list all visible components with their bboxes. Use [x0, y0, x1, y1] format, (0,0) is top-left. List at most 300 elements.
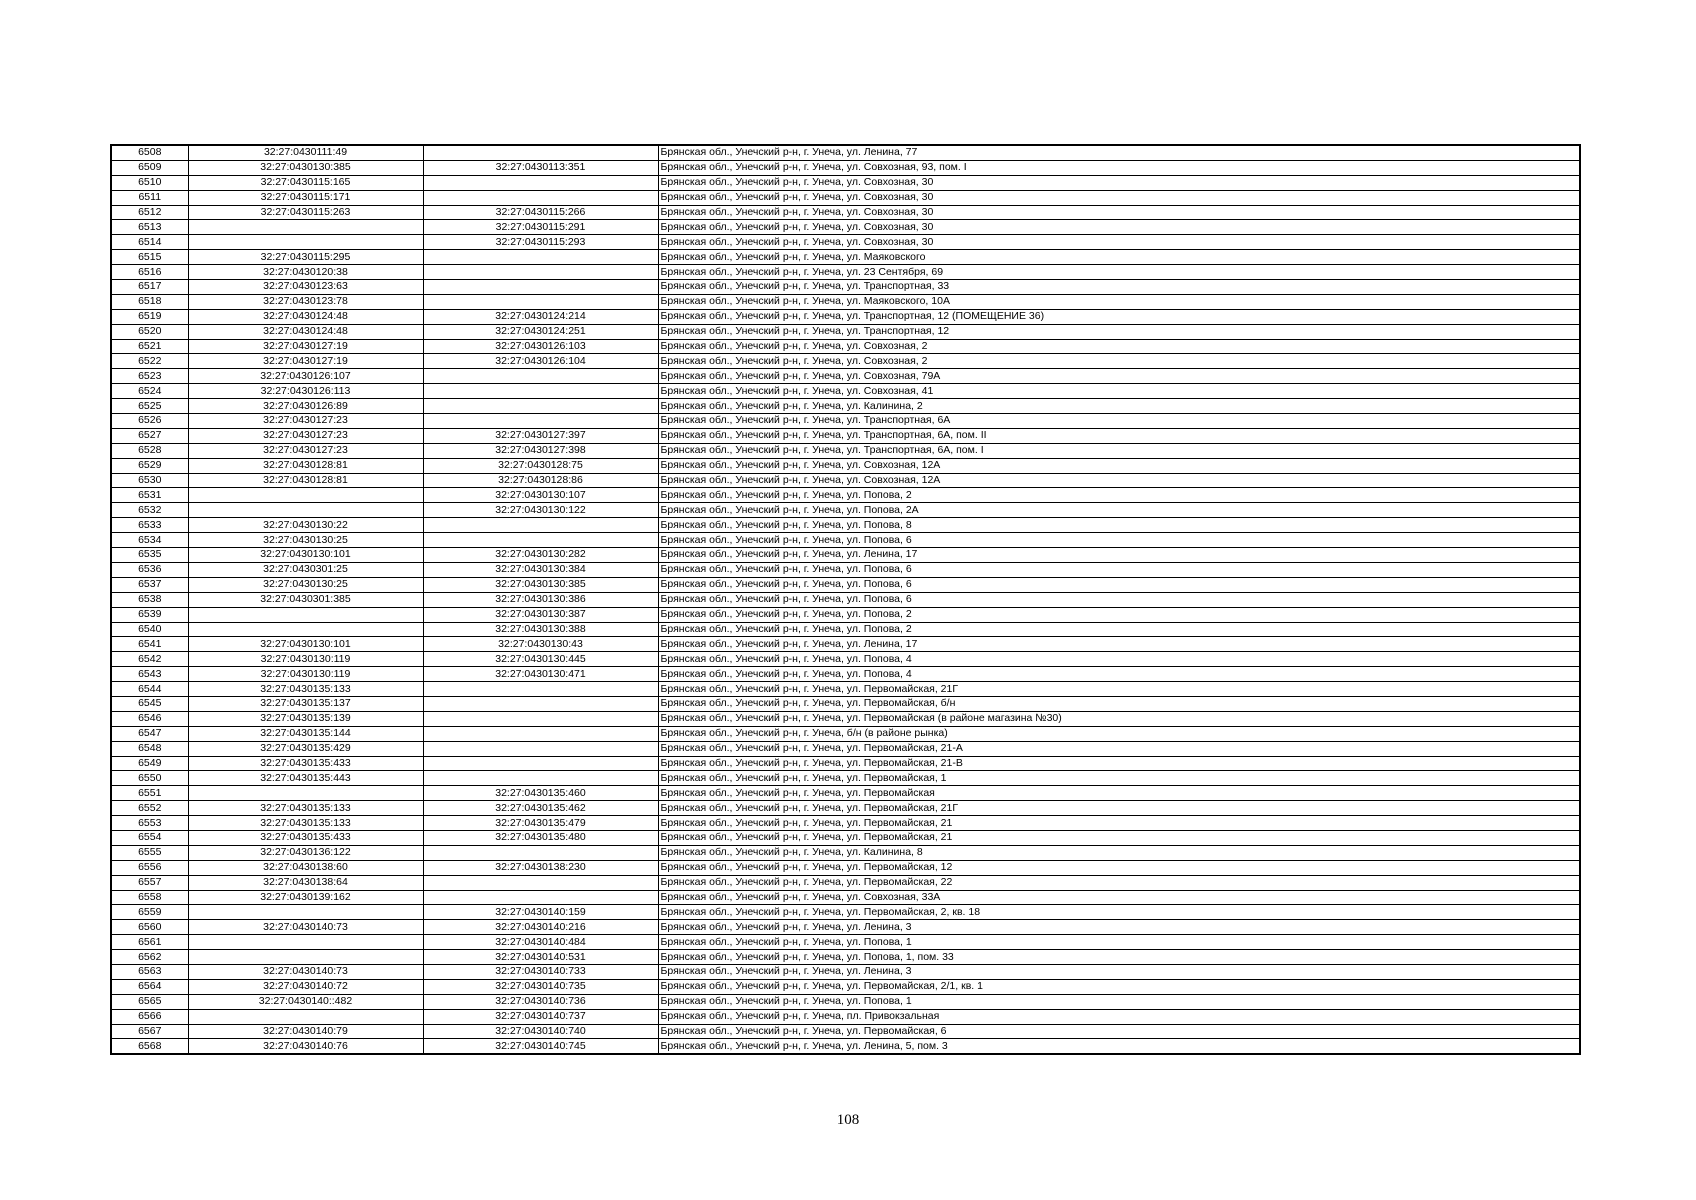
table-row [111, 741, 1580, 756]
address-cell: Брянская обл., Унечский р-н, г. Унеча, ул. Первомайская, б/н [658, 696, 1580, 711]
object-cadastral-number-cell [423, 756, 658, 771]
table-row [111, 816, 1580, 831]
row-number-cell: 6552 [111, 801, 188, 816]
cadastral-number-cell: 32:27:0430127:19 [188, 354, 423, 369]
registry-table-body [111, 145, 1580, 1054]
table-row [111, 964, 1580, 979]
table-row [111, 220, 1580, 235]
object-cadastral-number-cell [423, 682, 658, 697]
table-row [111, 548, 1580, 563]
row-number-cell: 6519 [111, 309, 188, 324]
address-cell: Брянская обл., Унечский р-н, г. Унеча, ул. Попова, 2 [658, 607, 1580, 622]
cadastral-number-cell [188, 622, 423, 637]
row-number-cell: 6553 [111, 816, 188, 831]
table-row [111, 369, 1580, 384]
cadastral-number-cell: 32:27:0430135:443 [188, 771, 423, 786]
cadastral-number-cell: 32:27:0430140:76 [188, 1039, 423, 1054]
address-cell: Брянская обл., Унечский р-н, г. Унеча, ул. Совхозная, 93, пом. I [658, 160, 1580, 175]
row-number-cell: 6548 [111, 741, 188, 756]
cadastral-number-cell: 32:27:0430120:38 [188, 265, 423, 280]
row-number-cell: 6514 [111, 235, 188, 250]
object-cadastral-number-cell: 32:27:0430115:293 [423, 235, 658, 250]
table-row [111, 756, 1580, 771]
row-number-cell: 6529 [111, 458, 188, 473]
address-cell: Брянская обл., Унечский р-н, г. Унеча, ул. Первомайская [658, 786, 1580, 801]
table-row [111, 458, 1580, 473]
object-cadastral-number-cell [423, 518, 658, 533]
object-cadastral-number-cell: 32:27:0430130:387 [423, 607, 658, 622]
row-number-cell: 6549 [111, 756, 188, 771]
cadastral-number-cell: 32:27:0430127:23 [188, 428, 423, 443]
row-number-cell: 6539 [111, 607, 188, 622]
table-row [111, 786, 1580, 801]
row-number-cell: 6541 [111, 637, 188, 652]
table-row [111, 801, 1580, 816]
address-cell: Брянская обл., Унечский р-н, г. Унеча, ул. Ленина, 3 [658, 920, 1580, 935]
address-cell: Брянская обл., Унечский р-н, г. Унеча, ул. Совхозная, 30 [658, 190, 1580, 205]
cadastral-number-cell: 32:27:0430115:295 [188, 250, 423, 265]
address-cell: Брянская обл., Унечский р-н, г. Унеча, ул. Ленина, 17 [658, 637, 1580, 652]
row-number-cell: 6511 [111, 190, 188, 205]
table-row [111, 979, 1580, 994]
row-number-cell: 6524 [111, 384, 188, 399]
address-cell: Брянская обл., Унечский р-н, г. Унеча, ул. Первомайская, 2, кв. 18 [658, 905, 1580, 920]
cadastral-number-cell [188, 950, 423, 965]
table-row [111, 1024, 1580, 1039]
table-row [111, 1039, 1580, 1054]
row-number-cell: 6513 [111, 220, 188, 235]
table-row [111, 935, 1580, 950]
object-cadastral-number-cell: 32:27:0430128:86 [423, 473, 658, 488]
row-number-cell: 6544 [111, 682, 188, 697]
address-cell: Брянская обл., Унечский р-н, г. Унеча, ул. Первомайская (в районе магазина №30) [658, 711, 1580, 726]
row-number-cell: 6560 [111, 920, 188, 935]
object-cadastral-number-cell: 32:27:0430130:385 [423, 577, 658, 592]
object-cadastral-number-cell: 32:27:0430135:479 [423, 816, 658, 831]
object-cadastral-number-cell [423, 711, 658, 726]
row-number-cell: 6528 [111, 443, 188, 458]
address-cell: Брянская обл., Унечский р-н, г. Унеча, ул. Совхозная, 2 [658, 339, 1580, 354]
address-cell: Брянская обл., Унечский р-н, г. Унеча, ул. Маяковского [658, 250, 1580, 265]
cadastral-number-cell: 32:27:0430140:73 [188, 964, 423, 979]
table-row [111, 443, 1580, 458]
object-cadastral-number-cell [423, 399, 658, 414]
object-cadastral-number-cell: 32:27:0430130:43 [423, 637, 658, 652]
row-number-cell: 6555 [111, 845, 188, 860]
table-row [111, 533, 1580, 548]
row-number-cell: 6568 [111, 1039, 188, 1054]
cadastral-number-cell: 32:27:0430115:165 [188, 175, 423, 190]
row-number-cell: 6509 [111, 160, 188, 175]
cadastral-number-cell: 32:27:0430140:73 [188, 920, 423, 935]
object-cadastral-number-cell: 32:27:0430140:159 [423, 905, 658, 920]
cadastral-number-cell: 32:27:0430126:107 [188, 369, 423, 384]
address-cell: Брянская обл., Унечский р-н, г. Унеча, ул. Попова, 4 [658, 667, 1580, 682]
object-cadastral-number-cell: 32:27:0430135:462 [423, 801, 658, 816]
cadastral-number-cell: 32:27:0430130:22 [188, 518, 423, 533]
object-cadastral-number-cell [423, 384, 658, 399]
object-cadastral-number-cell: 32:27:0430140:740 [423, 1024, 658, 1039]
table-row [111, 324, 1580, 339]
row-number-cell: 6546 [111, 711, 188, 726]
address-cell: Брянская обл., Унечский р-н, г. Унеча, пл. Привокзальная [658, 1009, 1580, 1024]
address-cell: Брянская обл., Унечский р-н, г. Унеча, ул. Транспортная, 6А, пом. I [658, 443, 1580, 458]
table-row [111, 875, 1580, 890]
row-number-cell: 6540 [111, 622, 188, 637]
cadastral-number-cell: 32:27:0430128:81 [188, 458, 423, 473]
address-cell: Брянская обл., Унечский р-н, г. Унеча, ул. 23 Сентября, 69 [658, 265, 1580, 280]
cadastral-number-cell: 32:27:0430130:119 [188, 652, 423, 667]
row-number-cell: 6508 [111, 145, 188, 160]
address-cell: Брянская обл., Унечский р-н, г. Унеча, ул. Совхозная, 41 [658, 384, 1580, 399]
object-cadastral-number-cell: 32:27:0430126:103 [423, 339, 658, 354]
table-row [111, 354, 1580, 369]
object-cadastral-number-cell [423, 533, 658, 548]
table-row [111, 488, 1580, 503]
address-cell: Брянская обл., Унечский р-н, г. Унеча, ул. Первомайская, 6 [658, 1024, 1580, 1039]
address-cell: Брянская обл., Унечский р-н, г. Унеча, ул. Первомайская, 21-В [658, 756, 1580, 771]
table-row [111, 428, 1580, 443]
object-cadastral-number-cell: 32:27:0430130:388 [423, 622, 658, 637]
address-cell: Брянская обл., Унечский р-н, г. Унеча, ул. Попова, 6 [658, 533, 1580, 548]
cadastral-number-cell: 32:27:0430130:25 [188, 533, 423, 548]
row-number-cell: 6526 [111, 414, 188, 429]
table-row [111, 160, 1580, 175]
object-cadastral-number-cell [423, 280, 658, 295]
address-cell: Брянская обл., Унечский р-н, г. Унеча, ул. Маяковского, 10А [658, 294, 1580, 309]
cadastral-number-cell: 32:27:0430130:101 [188, 637, 423, 652]
object-cadastral-number-cell: 32:27:0430140:484 [423, 935, 658, 950]
address-cell: Брянская обл., Унечский р-н, г. Унеча, ул. Первомайская, 2/1, кв. 1 [658, 979, 1580, 994]
address-cell: Брянская обл., Унечский р-н, г. Унеча, ул. Первомайская, 1 [658, 771, 1580, 786]
object-cadastral-number-cell [423, 190, 658, 205]
cadastral-number-cell: 32:27:0430124:48 [188, 324, 423, 339]
object-cadastral-number-cell [423, 294, 658, 309]
address-cell: Брянская обл., Унечский р-н, г. Унеча, ул. Первомайская, 21Г [658, 801, 1580, 816]
row-number-cell: 6516 [111, 265, 188, 280]
cadastral-number-cell [188, 503, 423, 518]
table-row [111, 145, 1580, 160]
cadastral-number-cell: 32:27:0430127:19 [188, 339, 423, 354]
table-row [111, 950, 1580, 965]
row-number-cell: 6518 [111, 294, 188, 309]
row-number-cell: 6538 [111, 592, 188, 607]
object-cadastral-number-cell: 32:27:0430138:230 [423, 860, 658, 875]
address-cell: Брянская обл., Унечский р-н, г. Унеча, ул. Попова, 6 [658, 592, 1580, 607]
row-number-cell: 6563 [111, 964, 188, 979]
address-cell: Брянская обл., Унечский р-н, г. Унеча, ул. Калинина, 2 [658, 399, 1580, 414]
row-number-cell: 6531 [111, 488, 188, 503]
address-cell: Брянская обл., Унечский р-н, г. Унеча, ул. Попова, 6 [658, 577, 1580, 592]
row-number-cell: 6527 [111, 428, 188, 443]
object-cadastral-number-cell: 32:27:0430140:216 [423, 920, 658, 935]
row-number-cell: 6565 [111, 994, 188, 1009]
cadastral-number-cell: 32:27:0430130:25 [188, 577, 423, 592]
table-row [111, 890, 1580, 905]
object-cadastral-number-cell [423, 145, 658, 160]
address-cell: Брянская обл., Унечский р-н, г. Унеча, ул. Попова, 1, пом. 33 [658, 950, 1580, 965]
table-row [111, 205, 1580, 220]
object-cadastral-number-cell: 32:27:0430130:384 [423, 562, 658, 577]
table-row [111, 637, 1580, 652]
row-number-cell: 6547 [111, 726, 188, 741]
address-cell: Брянская обл., Унечский р-н, г. Унеча, ул. Совхозная, 30 [658, 175, 1580, 190]
address-cell: Брянская обл., Унечский р-н, г. Унеча, ул. Транспортная, 12 [658, 324, 1580, 339]
cadastral-number-cell [188, 235, 423, 250]
address-cell: Брянская обл., Унечский р-н, г. Унеча, ул. Калинина, 8 [658, 845, 1580, 860]
object-cadastral-number-cell [423, 696, 658, 711]
address-cell: Брянская обл., Унечский р-н, г. Унеча, б/н (в районе рынка) [658, 726, 1580, 741]
table-row [111, 414, 1580, 429]
address-cell: Брянская обл., Унечский р-н, г. Унеча, ул. Ленина, 5, пом. 3 [658, 1039, 1580, 1054]
row-number-cell: 6566 [111, 1009, 188, 1024]
row-number-cell: 6537 [111, 577, 188, 592]
table-row [111, 682, 1580, 697]
table-row [111, 190, 1580, 205]
address-cell: Брянская обл., Унечский р-н, г. Унеча, ул. Совхозная, 30 [658, 235, 1580, 250]
cadastral-number-cell: 32:27:0430135:133 [188, 801, 423, 816]
cadastral-number-cell [188, 905, 423, 920]
object-cadastral-number-cell [423, 369, 658, 384]
cadastral-number-cell: 32:27:0430135:137 [188, 696, 423, 711]
table-row [111, 994, 1580, 1009]
address-cell: Брянская обл., Унечский р-н, г. Унеча, ул. Совхозная, 30 [658, 220, 1580, 235]
table-row [111, 503, 1580, 518]
table-row [111, 920, 1580, 935]
cadastral-number-cell [188, 1009, 423, 1024]
address-cell: Брянская обл., Унечский р-н, г. Унеча, ул. Транспортная, 33 [658, 280, 1580, 295]
address-cell: Брянская обл., Унечский р-н, г. Унеча, ул. Ленина, 3 [658, 964, 1580, 979]
row-number-cell: 6543 [111, 667, 188, 682]
table-row [111, 771, 1580, 786]
row-number-cell: 6535 [111, 548, 188, 563]
cadastral-number-cell: 32:27:0430140:72 [188, 979, 423, 994]
row-number-cell: 6525 [111, 399, 188, 414]
address-cell: Брянская обл., Унечский р-н, г. Унеча, ул. Ленина, 17 [658, 548, 1580, 563]
row-number-cell: 6515 [111, 250, 188, 265]
cadastral-number-cell: 32:27:0430111:49 [188, 145, 423, 160]
table-row [111, 607, 1580, 622]
address-cell: Брянская обл., Унечский р-н, г. Унеча, ул. Попова, 2А [658, 503, 1580, 518]
object-cadastral-number-cell: 32:27:0430115:291 [423, 220, 658, 235]
row-number-cell: 6545 [111, 696, 188, 711]
table-row [111, 235, 1580, 250]
table-row [111, 905, 1580, 920]
table-row [111, 518, 1580, 533]
cadastral-number-cell [188, 935, 423, 950]
object-cadastral-number-cell: 32:27:0430135:480 [423, 830, 658, 845]
object-cadastral-number-cell [423, 890, 658, 905]
table-row [111, 175, 1580, 190]
cadastral-number-cell: 32:27:0430136:122 [188, 845, 423, 860]
table-row [111, 726, 1580, 741]
cadastral-number-cell: 32:27:0430126:89 [188, 399, 423, 414]
object-cadastral-number-cell: 32:27:0430127:398 [423, 443, 658, 458]
object-cadastral-number-cell: 32:27:0430130:445 [423, 652, 658, 667]
cadastral-number-cell: 32:27:0430135:133 [188, 816, 423, 831]
cadastral-number-cell: 32:27:0430126:113 [188, 384, 423, 399]
cadastral-number-cell: 32:27:0430130:101 [188, 548, 423, 563]
object-cadastral-number-cell: 32:27:0430113:351 [423, 160, 658, 175]
row-number-cell: 6567 [111, 1024, 188, 1039]
object-cadastral-number-cell: 32:27:0430135:460 [423, 786, 658, 801]
cadastral-number-cell: 32:27:0430135:433 [188, 756, 423, 771]
cadastral-number-cell: 32:27:0430301:385 [188, 592, 423, 607]
row-number-cell: 6554 [111, 830, 188, 845]
row-number-cell: 6521 [111, 339, 188, 354]
cadastral-number-cell [188, 488, 423, 503]
object-cadastral-number-cell [423, 414, 658, 429]
object-cadastral-number-cell: 32:27:0430140:735 [423, 979, 658, 994]
object-cadastral-number-cell [423, 875, 658, 890]
address-cell: Брянская обл., Унечский р-н, г. Унеча, ул. Первомайская, 12 [658, 860, 1580, 875]
address-cell: Брянская обл., Унечский р-н, г. Унеча, ул. Транспортная, 6А [658, 414, 1580, 429]
address-cell: Брянская обл., Унечский р-н, г. Унеча, ул. Первомайская, 21Г [658, 682, 1580, 697]
cadastral-number-cell: 32:27:0430140::482 [188, 994, 423, 1009]
row-number-cell: 6533 [111, 518, 188, 533]
page-number: 108 [836, 1112, 860, 1128]
cadastral-number-cell: 32:27:0430115:171 [188, 190, 423, 205]
object-cadastral-number-cell: 32:27:0430128:75 [423, 458, 658, 473]
table-row [111, 280, 1580, 295]
address-cell: Брянская обл., Унечский р-н, г. Унеча, ул. Первомайская, 21-А [658, 741, 1580, 756]
row-number-cell: 6558 [111, 890, 188, 905]
table-row [111, 577, 1580, 592]
table-row [111, 830, 1580, 845]
table-row [111, 250, 1580, 265]
address-cell: Брянская обл., Унечский р-н, г. Унеча, ул. Попова, 6 [658, 562, 1580, 577]
cadastral-number-cell: 32:27:0430140:79 [188, 1024, 423, 1039]
object-cadastral-number-cell: 32:27:0430130:471 [423, 667, 658, 682]
cadastral-number-cell [188, 607, 423, 622]
address-cell: Брянская обл., Унечский р-н, г. Унеча, ул. Транспортная, 12 (ПОМЕЩЕНИЕ 36) [658, 309, 1580, 324]
object-cadastral-number-cell: 32:27:0430130:282 [423, 548, 658, 563]
object-cadastral-number-cell [423, 265, 658, 280]
row-number-cell: 6564 [111, 979, 188, 994]
cadastral-number-cell: 32:27:0430127:23 [188, 414, 423, 429]
row-number-cell: 6542 [111, 652, 188, 667]
row-number-cell: 6523 [111, 369, 188, 384]
cadastral-number-cell [188, 786, 423, 801]
cadastral-number-cell: 32:27:0430130:119 [188, 667, 423, 682]
table-row [111, 384, 1580, 399]
object-cadastral-number-cell: 32:27:0430140:737 [423, 1009, 658, 1024]
object-cadastral-number-cell: 32:27:0430130:122 [423, 503, 658, 518]
cadastral-number-cell: 32:27:0430128:81 [188, 473, 423, 488]
table-row [111, 592, 1580, 607]
table-row [111, 265, 1580, 280]
address-cell: Брянская обл., Унечский р-н, г. Унеча, ул. Попова, 1 [658, 935, 1580, 950]
row-number-cell: 6532 [111, 503, 188, 518]
cadastral-number-cell: 32:27:0430138:64 [188, 875, 423, 890]
address-cell: Брянская обл., Унечский р-н, г. Унеча, ул. Попова, 2 [658, 488, 1580, 503]
cadastral-number-cell [188, 220, 423, 235]
address-cell: Брянская обл., Унечский р-н, г. Унеча, ул. Попова, 8 [658, 518, 1580, 533]
address-cell: Брянская обл., Унечский р-н, г. Унеча, ул. Первомайская, 21 [658, 830, 1580, 845]
cadastral-number-cell: 32:27:0430301:25 [188, 562, 423, 577]
cadastral-number-cell: 32:27:0430138:60 [188, 860, 423, 875]
object-cadastral-number-cell: 32:27:0430115:266 [423, 205, 658, 220]
object-cadastral-number-cell: 32:27:0430126:104 [423, 354, 658, 369]
row-number-cell: 6517 [111, 280, 188, 295]
row-number-cell: 6556 [111, 860, 188, 875]
row-number-cell: 6551 [111, 786, 188, 801]
table-row [111, 622, 1580, 637]
cadastral-number-cell: 32:27:0430127:23 [188, 443, 423, 458]
table-row [111, 473, 1580, 488]
table-row [111, 860, 1580, 875]
object-cadastral-number-cell [423, 175, 658, 190]
object-cadastral-number-cell: 32:27:0430140:531 [423, 950, 658, 965]
address-cell: Брянская обл., Унечский р-н, г. Унеча, ул. Первомайская, 22 [658, 875, 1580, 890]
object-cadastral-number-cell: 32:27:0430140:733 [423, 964, 658, 979]
object-cadastral-number-cell: 32:27:0430124:214 [423, 309, 658, 324]
table-row [111, 696, 1580, 711]
object-cadastral-number-cell [423, 250, 658, 265]
cadastral-number-cell: 32:27:0430139:162 [188, 890, 423, 905]
object-cadastral-number-cell: 32:27:0430130:107 [423, 488, 658, 503]
cadastral-number-cell: 32:27:0430135:144 [188, 726, 423, 741]
table-row [111, 652, 1580, 667]
row-number-cell: 6550 [111, 771, 188, 786]
row-number-cell: 6510 [111, 175, 188, 190]
table-row [111, 399, 1580, 414]
row-number-cell: 6536 [111, 562, 188, 577]
row-number-cell: 6530 [111, 473, 188, 488]
object-cadastral-number-cell: 32:27:0430130:386 [423, 592, 658, 607]
cadastral-number-cell: 32:27:0430135:139 [188, 711, 423, 726]
address-cell: Брянская обл., Унечский р-н, г. Унеча, ул. Попова, 1 [658, 994, 1580, 1009]
address-cell: Брянская обл., Унечский р-н, г. Унеча, ул. Транспортная, 6А, пом. II [658, 428, 1580, 443]
row-number-cell: 6559 [111, 905, 188, 920]
object-cadastral-number-cell [423, 726, 658, 741]
cadastral-number-cell: 32:27:0430135:133 [188, 682, 423, 697]
address-cell: Брянская обл., Унечский р-н, г. Унеча, ул. Совхозная, 30 [658, 205, 1580, 220]
address-cell: Брянская обл., Унечский р-н, г. Унеча, ул. Первомайская, 21 [658, 816, 1580, 831]
object-cadastral-number-cell: 32:27:0430124:251 [423, 324, 658, 339]
address-cell: Брянская обл., Унечский р-н, г. Унеча, ул. Совхозная, 12А [658, 473, 1580, 488]
table-row [111, 711, 1580, 726]
object-cadastral-number-cell: 32:27:0430127:397 [423, 428, 658, 443]
table-row [111, 1009, 1580, 1024]
address-cell: Брянская обл., Унечский р-н, г. Унеча, ул. Совхозная, 79А [658, 369, 1580, 384]
cadastral-number-cell: 32:27:0430124:48 [188, 309, 423, 324]
row-number-cell: 6522 [111, 354, 188, 369]
address-cell: Брянская обл., Унечский р-н, г. Унеча, ул. Совхозная, 33А [658, 890, 1580, 905]
object-cadastral-number-cell: 32:27:0430140:745 [423, 1039, 658, 1054]
row-number-cell: 6512 [111, 205, 188, 220]
object-cadastral-number-cell [423, 741, 658, 756]
address-cell: Брянская обл., Унечский р-н, г. Унеча, ул. Попова, 4 [658, 652, 1580, 667]
row-number-cell: 6557 [111, 875, 188, 890]
object-cadastral-number-cell: 32:27:0430140:736 [423, 994, 658, 1009]
row-number-cell: 6562 [111, 950, 188, 965]
table-row [111, 339, 1580, 354]
row-number-cell: 6561 [111, 935, 188, 950]
table-row [111, 294, 1580, 309]
cadastral-number-cell: 32:27:0430130:385 [188, 160, 423, 175]
table-row [111, 309, 1580, 324]
object-cadastral-number-cell [423, 771, 658, 786]
address-cell: Брянская обл., Унечский р-н, г. Унеча, ул. Попова, 2 [658, 622, 1580, 637]
table-row [111, 667, 1580, 682]
row-number-cell: 6520 [111, 324, 188, 339]
cadastral-number-cell: 32:27:0430123:63 [188, 280, 423, 295]
row-number-cell: 6534 [111, 533, 188, 548]
registry-table [110, 144, 1581, 1055]
cadastral-number-cell: 32:27:0430135:429 [188, 741, 423, 756]
address-cell: Брянская обл., Унечский р-н, г. Унеча, ул. Ленина, 77 [658, 145, 1580, 160]
